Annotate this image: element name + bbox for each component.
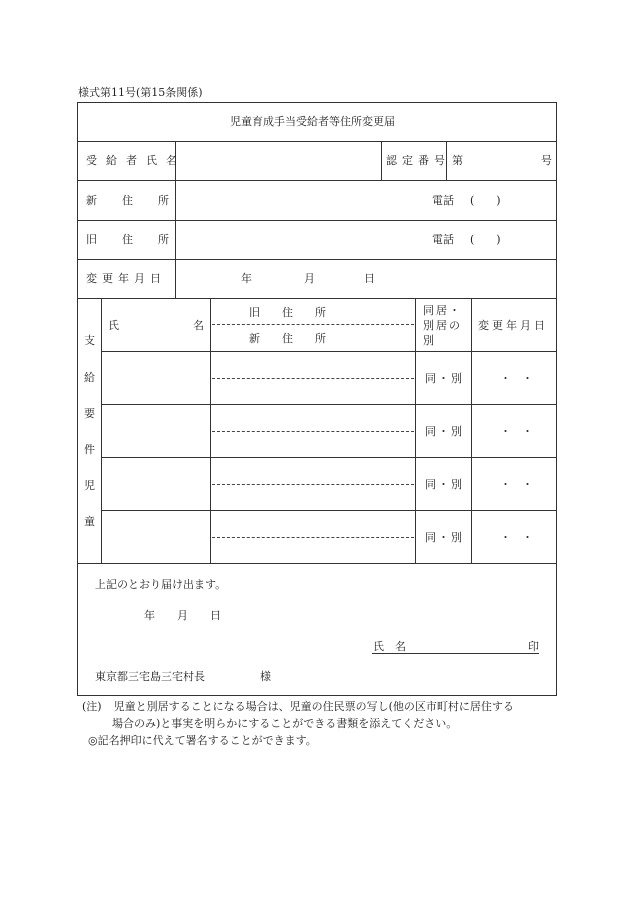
- child-row-2-date: ・ ・: [500, 425, 533, 438]
- change-date-day: 日: [364, 272, 375, 285]
- form-number-label: 様式第11号(第15条関係): [78, 86, 203, 99]
- table-bottom-border: [77, 695, 557, 696]
- child-cohab-header-1: 同居・: [423, 304, 462, 317]
- new-address-label-text: 新住所: [86, 194, 194, 207]
- cert-label-left-divider: [381, 141, 382, 180]
- children-side-label-1: 支: [84, 334, 95, 347]
- declaration-date: 年 月 日: [144, 609, 221, 622]
- child-cohab-header-2: 別居の: [423, 319, 462, 332]
- children-address-divider: [415, 298, 416, 563]
- children-side-label-3: 要: [84, 407, 95, 420]
- child-row-1-date: ・ ・: [500, 372, 533, 385]
- children-side-label-4: 件: [84, 443, 95, 456]
- note-1-tag: (注): [82, 700, 102, 713]
- row-divider: [77, 180, 556, 181]
- child-cohab-header-3: 別: [423, 334, 434, 347]
- change-date-month: 月: [304, 272, 315, 285]
- child-row-4[interactable]: [102, 511, 209, 562]
- row-divider: [77, 298, 556, 299]
- address-dashed-divider: [212, 484, 414, 485]
- child-row-3-date: ・ ・: [500, 478, 533, 491]
- table-top-border: [77, 102, 556, 103]
- child-row-3-cohab[interactable]: 同・別: [425, 478, 464, 491]
- form-title: 児童育成手当受給者等住所変更届: [230, 115, 395, 128]
- new-phone-label: 電話: [432, 194, 454, 207]
- child-name-header-1: 氏: [108, 319, 119, 332]
- children-name-divider: [210, 298, 211, 563]
- children-cohab-divider: [471, 298, 472, 563]
- address-dashed-divider: [212, 378, 414, 379]
- child-row-2-cohab[interactable]: 同・別: [425, 425, 464, 438]
- table-left-border: [77, 102, 78, 695]
- row-divider: [77, 259, 556, 260]
- addressee: 東京都三宅島三宅村長: [95, 670, 205, 683]
- address-dashed-divider: [212, 324, 414, 325]
- seal-mark: 印: [528, 640, 539, 653]
- note-1-continued: 場合のみ)と事実を明らかにすることができる書類を添えてください。: [112, 717, 458, 730]
- child-row-2[interactable]: [102, 405, 209, 456]
- notes: [82, 698, 552, 749]
- note-1: [82, 698, 552, 715]
- row-divider: [77, 141, 556, 142]
- child-row-1-cohab[interactable]: 同・別: [425, 372, 464, 385]
- children-side-label-5: 児: [84, 479, 95, 492]
- recipient-name-field[interactable]: [177, 143, 379, 179]
- change-date-year: 年: [241, 272, 252, 285]
- old-address-field[interactable]: [177, 222, 427, 258]
- addressee-honorific: 様: [260, 670, 271, 683]
- new-phone-parens: ( ): [470, 194, 501, 207]
- row-divider: [77, 220, 556, 221]
- child-row-3[interactable]: [102, 458, 209, 509]
- note-2: ◎記名押印に代えて署名することができます。: [88, 734, 317, 747]
- child-name-header-2: 名: [193, 319, 204, 332]
- signature-name-label: 氏 名: [373, 640, 406, 653]
- child-row-4-date: ・ ・: [500, 531, 533, 544]
- old-phone-parens: ( ): [470, 233, 501, 246]
- cert-number-field[interactable]: [466, 143, 536, 179]
- change-date-label: 変更年月日: [86, 272, 166, 285]
- table-right-border: [556, 102, 557, 695]
- address-dashed-divider: [212, 537, 414, 538]
- child-new-address-header: 新 住 所: [249, 332, 326, 345]
- cert-prefix: 第: [452, 154, 463, 167]
- old-phone-label: 電話: [432, 233, 454, 246]
- signature-field[interactable]: [372, 637, 539, 654]
- child-row-4-cohab[interactable]: 同・別: [425, 531, 464, 544]
- note-1-line-1: 児童と別居することになる場合は、児童の住民票の写し(他の区市町村に居住する: [113, 700, 514, 713]
- child-old-address-header: 旧 住 所: [249, 306, 326, 319]
- new-address-field[interactable]: [177, 182, 427, 218]
- address-dashed-divider: [212, 431, 414, 432]
- child-row-1[interactable]: [102, 352, 209, 403]
- recipient-name-label: 受給者氏名: [86, 154, 186, 167]
- cert-suffix: 号: [541, 154, 552, 167]
- row-divider: [77, 563, 556, 564]
- cert-number-label: 認定番号: [386, 154, 450, 167]
- child-change-date-header: 変更年月日: [478, 319, 548, 332]
- declaration-statement: 上記のとおり届け出ます。: [95, 578, 227, 591]
- children-side-label-6: 童: [84, 515, 95, 528]
- children-side-label-2: 給: [84, 371, 95, 384]
- old-address-label-text: 旧住所: [86, 233, 194, 246]
